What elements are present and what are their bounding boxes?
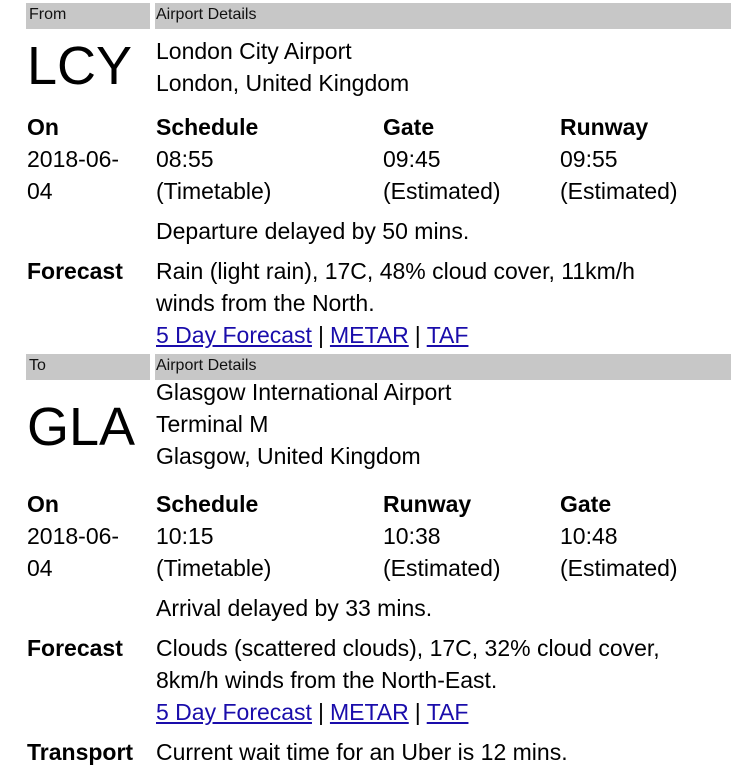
from-schedule-header: Schedule [156,114,259,140]
to-runway-time: 10:38 [383,523,441,549]
to-runway-type: (Estimated) [383,555,501,581]
to-runway-header: Runway [383,491,472,517]
to-date: 2018-06- [27,523,120,549]
to-gate-type: (Estimated) [560,555,678,581]
to-metar-link[interactable]: METAR [329,699,409,725]
from-airport-details-label: Airport Details [156,6,257,23]
to-airport-name: Glasgow International Airport [156,379,452,405]
to-forecast-links [156,696,468,728]
to-airport-code: GLA [27,397,136,457]
flight-details [26,0,731,770]
to-time-types-row [26,552,731,592]
transport-label: Transport [27,739,134,765]
from-taf-link[interactable]: TAF [426,322,469,348]
from-delay-status: Departure delayed by 50 mins. [156,218,470,244]
from-5-day-forecast-link[interactable]: 5 Day Forecast [156,322,312,348]
from-forecast-line1: Rain (light rain), 17C, 48% cloud cover, 11km/h [156,258,635,284]
from-date: 2018-06- [27,146,120,172]
uber-wait-time: Current wait time for an Uber is 12 mins. [156,739,568,765]
from-forecast [26,255,731,354]
from-times-row [26,143,731,175]
to-delay-status: Arrival delayed by 33 mins. [156,595,433,621]
from-gate-time: 09:45 [383,146,441,172]
from-forecast-links [156,319,468,351]
to-forecast [26,632,731,736]
to-5-day-forecast-link[interactable]: 5 Day Forecast [156,699,312,725]
from-runway-type: (Estimated) [560,178,678,204]
to-gate-time: 10:48 [560,523,618,549]
to-forecast-line1: Clouds (scattered clouds), 17C, 32% cloud cover, [156,635,660,661]
from-airport [26,29,731,111]
link-separator: | [317,322,324,348]
from-schedule-type: (Timetable) [156,178,272,204]
to-gate-header: Gate [560,491,612,517]
to-on-header: On [27,491,59,517]
to-times-row [26,520,731,552]
to-airport-terminal: Terminal M [156,411,269,437]
to-airport-details-label: Airport Details [156,357,257,374]
from-airport-city: London, United Kingdom [156,70,410,96]
from-label: From [29,6,67,23]
to-taf-link[interactable]: TAF [426,699,469,725]
link-separator: | [414,699,421,725]
from-metar-link[interactable]: METAR [329,322,409,348]
to-schedule-type: (Timetable) [156,555,272,581]
to-schedule-header: Schedule [156,491,259,517]
from-section-header [26,3,731,29]
to-times-header [26,488,731,520]
from-times-header [26,111,731,143]
from-runway-time: 09:55 [560,146,618,172]
from-time-types-row [26,175,731,215]
to-forecast-line2: 8km/h winds from the North-East. [156,667,498,693]
from-runway-header: Runway [560,114,649,140]
to-schedule-time: 10:15 [156,523,214,549]
to-forecast-label: Forecast [27,635,123,661]
from-airport-code: LCY [27,36,133,96]
to-label: To [29,357,46,374]
to-date-day: 04 [27,555,53,581]
link-separator: | [414,322,421,348]
from-airport-name: London City Airport [156,38,352,64]
from-forecast-line2: winds from the North. [156,290,375,316]
from-gate-type: (Estimated) [383,178,501,204]
to-airport [26,380,731,488]
from-date-day: 04 [27,178,53,204]
to-transport [26,736,731,770]
from-schedule-time: 08:55 [156,146,214,172]
to-airport-city: Glasgow, United Kingdom [156,443,421,469]
from-gate-header: Gate [383,114,435,140]
from-on-header: On [27,114,59,140]
link-separator: | [317,699,324,725]
from-forecast-label: Forecast [27,258,123,284]
